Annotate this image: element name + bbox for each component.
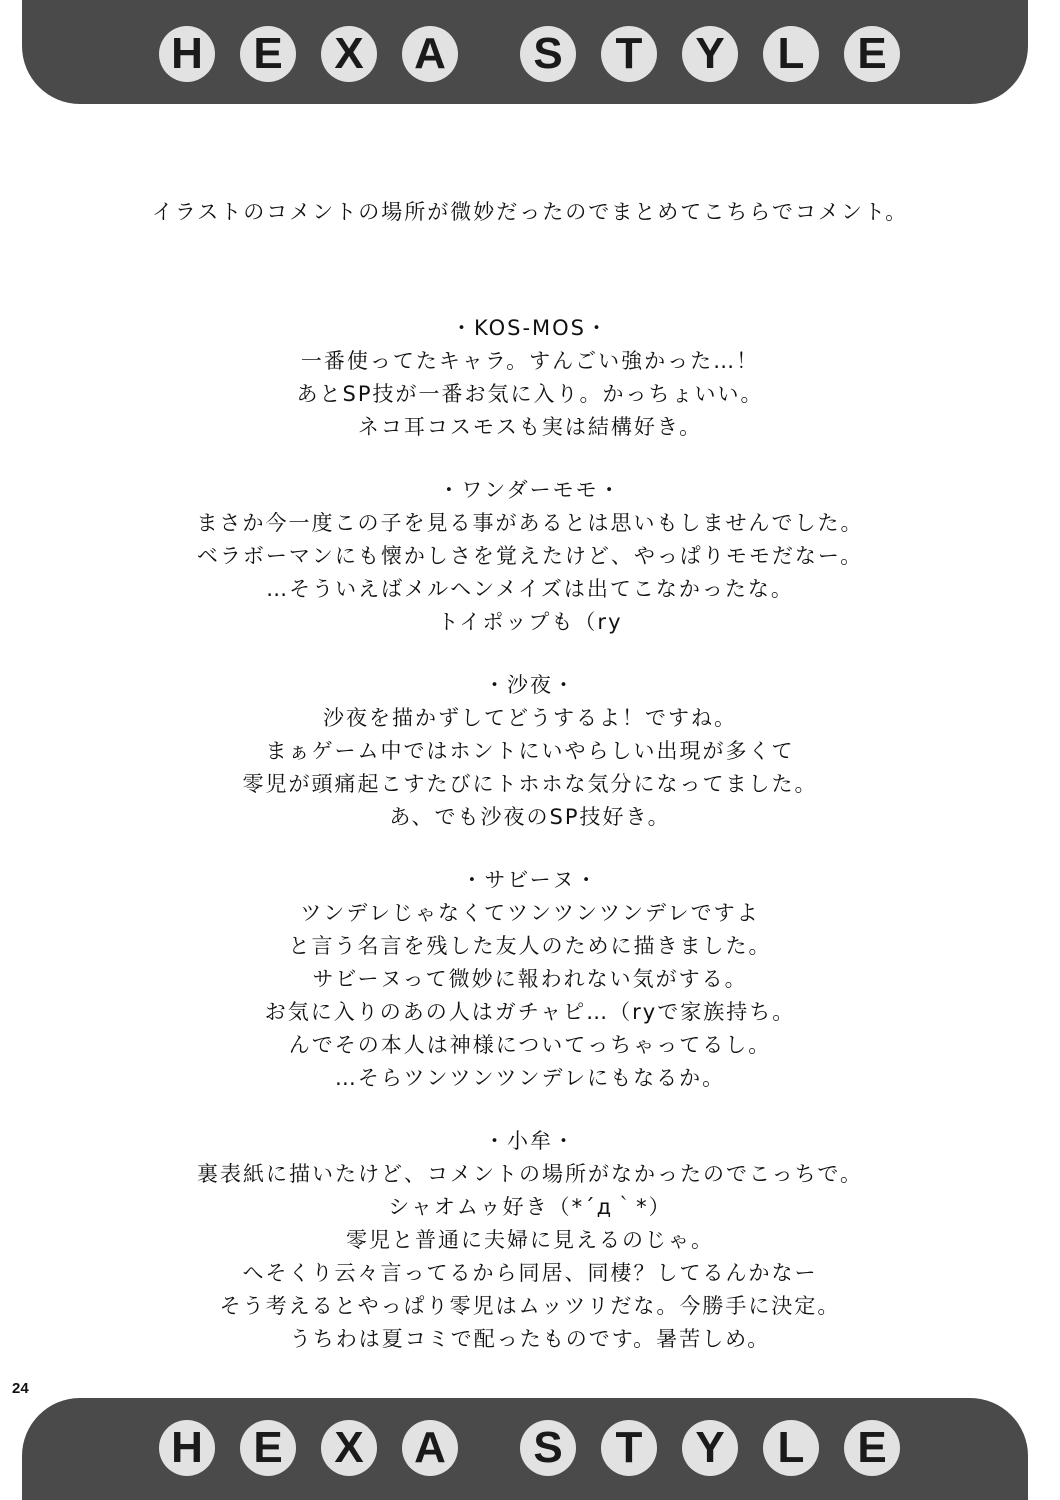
- header-title: [22, 0, 1028, 104]
- footer-letter: H: [159, 1420, 215, 1476]
- header-letter: H: [159, 26, 215, 82]
- section-kos-mos: [60, 312, 1000, 444]
- header-letter: E: [240, 26, 296, 82]
- header-letter: A: [402, 26, 458, 82]
- header-letter: S: [520, 26, 576, 82]
- footer-letter: E: [240, 1420, 296, 1476]
- footer-letter: Y: [682, 1420, 738, 1476]
- comment-line: お気に入りのあの人はガチャピ…（ryで家族持ち。: [264, 1000, 796, 1024]
- comment-line: と言う名言を残した友人のために描きました。: [288, 934, 772, 958]
- header-letter: T: [601, 26, 657, 82]
- footer-letter: X: [321, 1420, 377, 1476]
- intro-text: イラストのコメントの場所が微妙だったのでまとめてこちらでコメント。: [151, 200, 909, 224]
- footer-banner: [22, 1398, 1028, 1500]
- comment-line: ベラボーマンにも懐かしさを覚えたけど、やっぱりモモだなー。: [196, 544, 864, 568]
- comment-line: あ、でも沙夜のSP技好き。: [389, 805, 671, 829]
- section-wonder-momo: [60, 474, 1000, 639]
- comment-line: そう考えるとやっぱり零児はムッツリだな。今勝手に決定。: [219, 1294, 841, 1318]
- comment-line: まぁゲーム中ではホントにいやらしい出現が多くて: [265, 739, 795, 763]
- section-title: ・ワンダーモモ・: [438, 478, 622, 502]
- comment-line: …そういえばメルヘンメイズは出てこなかったな。: [266, 577, 794, 601]
- comment-line: …そらツンツンツンデレにもなるか。: [334, 1066, 726, 1090]
- comment-line: うちわは夏コミで配ったものです。暑苦しめ。: [289, 1327, 771, 1351]
- header-letter: L: [763, 26, 819, 82]
- page-number: 24: [12, 1380, 29, 1397]
- section-title: ・サビーヌ・: [461, 868, 599, 892]
- comment-line: 沙夜を描かずしてどうするよ！ですね。: [323, 706, 737, 730]
- footer-title: [22, 1398, 1028, 1500]
- comment-line: ネコ耳コスモスも実は結構好き。: [357, 415, 703, 439]
- header-letter: Y: [682, 26, 738, 82]
- section-xiaomu: [60, 1125, 1000, 1356]
- header-banner: [22, 0, 1028, 104]
- comment-line: 裏表紙に描いたけど、コメントの場所がなかったのでこっちで。: [197, 1162, 863, 1186]
- page-content: [60, 190, 1000, 1386]
- section-title: ・沙夜・: [484, 673, 576, 697]
- comment-line: 零児が頭痛起こすたびにトホホな気分になってました。: [242, 772, 818, 796]
- footer-letter: A: [402, 1420, 458, 1476]
- comment-line: サビーヌって微妙に報われない気がする。: [312, 967, 748, 991]
- footer-letter: L: [763, 1420, 819, 1476]
- footer-letter: E: [844, 1420, 900, 1476]
- header-letter: X: [321, 26, 377, 82]
- comment-line: んでその本人は神様についてっちゃってるし。: [288, 1033, 772, 1057]
- section-title: ・KOS-MOS・: [450, 316, 610, 340]
- comment-line: 零児と普通に夫婦に見えるのじゃ。: [346, 1228, 714, 1252]
- comment-line: ツンデレじゃなくてツンツンツンデレですよ: [300, 901, 760, 925]
- section-saya: [60, 669, 1000, 834]
- comment-line: 一番使ってたキャラ。すんごい強かった…！: [300, 349, 760, 373]
- footer-letter: S: [520, 1420, 576, 1476]
- comment-line: シャオムゥ好き（*´д｀*）: [388, 1195, 672, 1219]
- section-title: ・小牟・: [484, 1129, 576, 1153]
- comment-line: まさか今一度この子を見る事があるとは思いもしませんでした。: [196, 511, 864, 535]
- comment-line: トイポップも（ry: [437, 610, 623, 634]
- footer-letter: T: [601, 1420, 657, 1476]
- comment-line: あとSP技が一番お気に入り。かっちょいい。: [296, 382, 764, 406]
- comment-line: へそくり云々言ってるから同居、同棲？してるんかなー: [242, 1261, 818, 1285]
- header-letter: E: [844, 26, 900, 82]
- section-sabine: [60, 864, 1000, 1095]
